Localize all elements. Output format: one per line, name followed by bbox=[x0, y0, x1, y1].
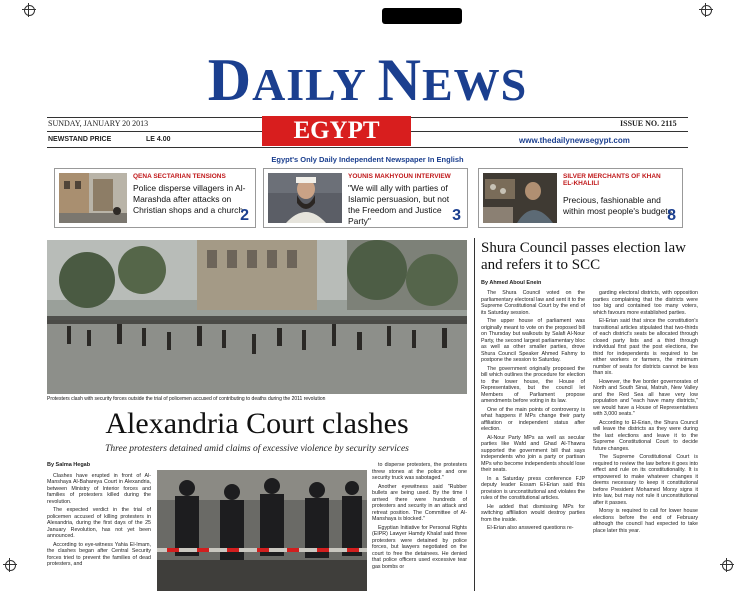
paragraph: The upper house of parliament was originally meant to vote on the proposed bill on Thursday but walkouts by Salafi Al-Nour Party, the second largest parliamentary bloc as well as other smaller parties, drove Shura Council Speaker Ahmed Fahmy to postpone the session to Saturday. bbox=[481, 318, 585, 363]
paragraph: One of the main points of controversy is what happens if MPs change their party affiliation or independent status after election. bbox=[481, 406, 585, 432]
main-subheadline: Three protesters detained amid claims of excessive violence by security services bbox=[105, 444, 409, 454]
issue-number: ISSUE NO. 2115 bbox=[620, 119, 677, 128]
paragraph: Another eyewitness said "Rubber bullets are being used. By the time I arrived there were hundreds of protesters and security in an attack and retreat position. The Committee of Al-Manshaya is blocked." bbox=[372, 483, 467, 522]
teaser-kicker: QENA SECTARIAN TENSIONS bbox=[133, 173, 226, 180]
teaser-page-number: 3 bbox=[452, 207, 461, 224]
main-photo bbox=[47, 240, 467, 394]
paragraph: In a Saturday press conference FJP deputy leader Essam El-Erian said this provision is unconstitutional and violates the rules of the constitutional articles. bbox=[481, 475, 585, 501]
registration-mark-icon bbox=[3, 558, 17, 572]
paragraph: Clashes have erupted in front of Al-Manshaya Al-Bahareya Court in Alexandria, between Ministry of Interior forces and families of protesters killed during the revolution. bbox=[47, 472, 151, 505]
teaser-text: Precious, fashionable and within most people's budgets bbox=[563, 195, 672, 216]
masthead-subtitle: EGYPT bbox=[262, 116, 411, 146]
teaser-kicker: YOUNIS MAKHYOUN INTERVIEW bbox=[348, 173, 451, 180]
teaser-younis[interactable] bbox=[263, 168, 468, 228]
paragraph: Al-Nour Party MPs as well as secular parties like Wafd and Ghad Al-Thawra supported the government bill that says independents who join a party or partisan MPs who become independents should lose their seats. bbox=[481, 434, 585, 473]
teaser-kicker: SILVER MERCHANTS OF KHAN EL-KHALILI bbox=[563, 173, 661, 187]
teaser-text: "We will ally with parties of Islamic persuasion, but not the Freedom and Justice Party" bbox=[348, 183, 450, 226]
teaser-khan[interactable] bbox=[478, 168, 683, 228]
main-photo-caption: Protesters clash with security forces outside the trial of policemen accused of contributing to deaths during the 2011 revolution bbox=[47, 396, 326, 402]
registration-mark-icon bbox=[720, 558, 734, 572]
column-divider bbox=[474, 238, 475, 591]
security-forces-photo bbox=[157, 470, 367, 591]
paragraph: Morsy is required to call for lower house elections before the end of February although the council had expected to take place later this year. bbox=[593, 508, 698, 534]
shura-article-col2 bbox=[593, 290, 698, 536]
paragraph: El-Erian said that since the constitution's transitional articles stipulated that two-thirds of each district's seats be allocated through closed party lists and a third through individual first past the post elections, the third for independents is required to be either workers or farmers, the minimum number of seats for districts cannot be less than six. bbox=[593, 318, 698, 376]
teaser-qena[interactable] bbox=[54, 168, 256, 228]
price-label: NEWSTAND PRICE bbox=[48, 136, 112, 143]
masthead-rule bbox=[411, 131, 688, 132]
main-article-col1 bbox=[47, 462, 151, 570]
paragraph: The expected verdict in the trial of policemen accused of killing protesters in Alexandria, during the first days of the 25 January Revolution, has not yet been announced. bbox=[47, 507, 151, 539]
paragraph: The government originally proposed the bill which outlines the procedure for election to the lower house, the House of Representatives, but the council let Members of Parliament propose amendments before voting in its law. bbox=[481, 365, 585, 404]
masthead-rule bbox=[47, 147, 688, 148]
price-value: LE 4.00 bbox=[146, 136, 171, 143]
website-url[interactable]: www.thedailynewsegypt.com bbox=[519, 136, 630, 145]
teaser-text: Police disperse villagers in Al-Marashda after attacks on Christian shops and a church bbox=[133, 183, 246, 215]
main-headline[interactable]: Alexandria Court clashes bbox=[105, 407, 409, 440]
teaser-photo bbox=[59, 173, 127, 223]
teaser-photo bbox=[268, 173, 342, 223]
issue-date: SUNDAY, JANUARY 20 2013 bbox=[48, 119, 149, 128]
masthead-title: DAILY NEWS bbox=[207, 47, 528, 113]
paragraph: garding electoral districts, with opposition parties complaining that the districts were too big and contained too many voters, which favours more established parties. bbox=[593, 290, 698, 316]
paragraph: El-Erian also answered questions re- bbox=[487, 525, 574, 531]
paragraph: According to El-Erian, the Shura Council will leave the districts as they were during the last elections and leave it to the Supreme Constitutional Court to decide future changes. bbox=[593, 419, 698, 452]
paragraph: The Supreme Constitutional Court is required to review the law before it goes into effect and rule on its constitutionality. It is empowered to make whatever changes it deems necessary to keep it constitutional before President Mohamed Morsy signs it into law, but may not rule it unconstitutional after it passes. bbox=[593, 454, 698, 506]
main-byline: By Salma Hegab bbox=[47, 462, 91, 468]
teaser-photo bbox=[483, 173, 557, 223]
main-article-col3 bbox=[372, 462, 467, 572]
paragraph: The Shura Council voted on the parliamentary electoral law and sent it to the Supreme Constitutional Court by the end of its Saturday session. bbox=[481, 290, 585, 316]
tagline: Egypt's Only Daily Independent Newspaper In English bbox=[271, 155, 464, 164]
shura-article-col1 bbox=[481, 290, 585, 534]
shura-headline[interactable]: Shura Council passes election law and refers it to SCC bbox=[481, 240, 686, 273]
teaser-page-number: 2 bbox=[240, 207, 249, 224]
paragraph: According to eye-witness Yahia El-Imam, the clashes began after Central Security forces tried to prevent the families of dead protesters, and bbox=[47, 541, 151, 567]
registration-mark-icon bbox=[22, 3, 36, 17]
paragraph: to disperse protesters, the protesters threw stones at the police and one security truck was sabotaged." bbox=[372, 462, 467, 481]
teaser-page-number: 8 bbox=[667, 207, 676, 224]
print-tab bbox=[382, 8, 462, 24]
registration-mark-icon bbox=[699, 3, 713, 17]
paragraph: However, the five border governorates of North and South Sinai, Matruh, New Valley and the Red Sea all have very low population and "each have many districts," we would have a House of Representatives with 3,000 seats." bbox=[593, 378, 698, 417]
shura-byline: By Ahmed Aboul Enein bbox=[481, 280, 542, 286]
masthead-rule bbox=[47, 131, 262, 132]
paragraph: He added that dismissing MPs for switching affiliation would destroy parties from the inside. bbox=[481, 503, 585, 523]
paragraph: Egyptian Initiative for Personal Rights (EIPR) Lawyer Hamdy Khalaf said three protesters were detained by police forces, but lawyers negotiated on the court to free the detainees. He denied that police officers used excessive tear gas bombs or bbox=[372, 524, 467, 570]
